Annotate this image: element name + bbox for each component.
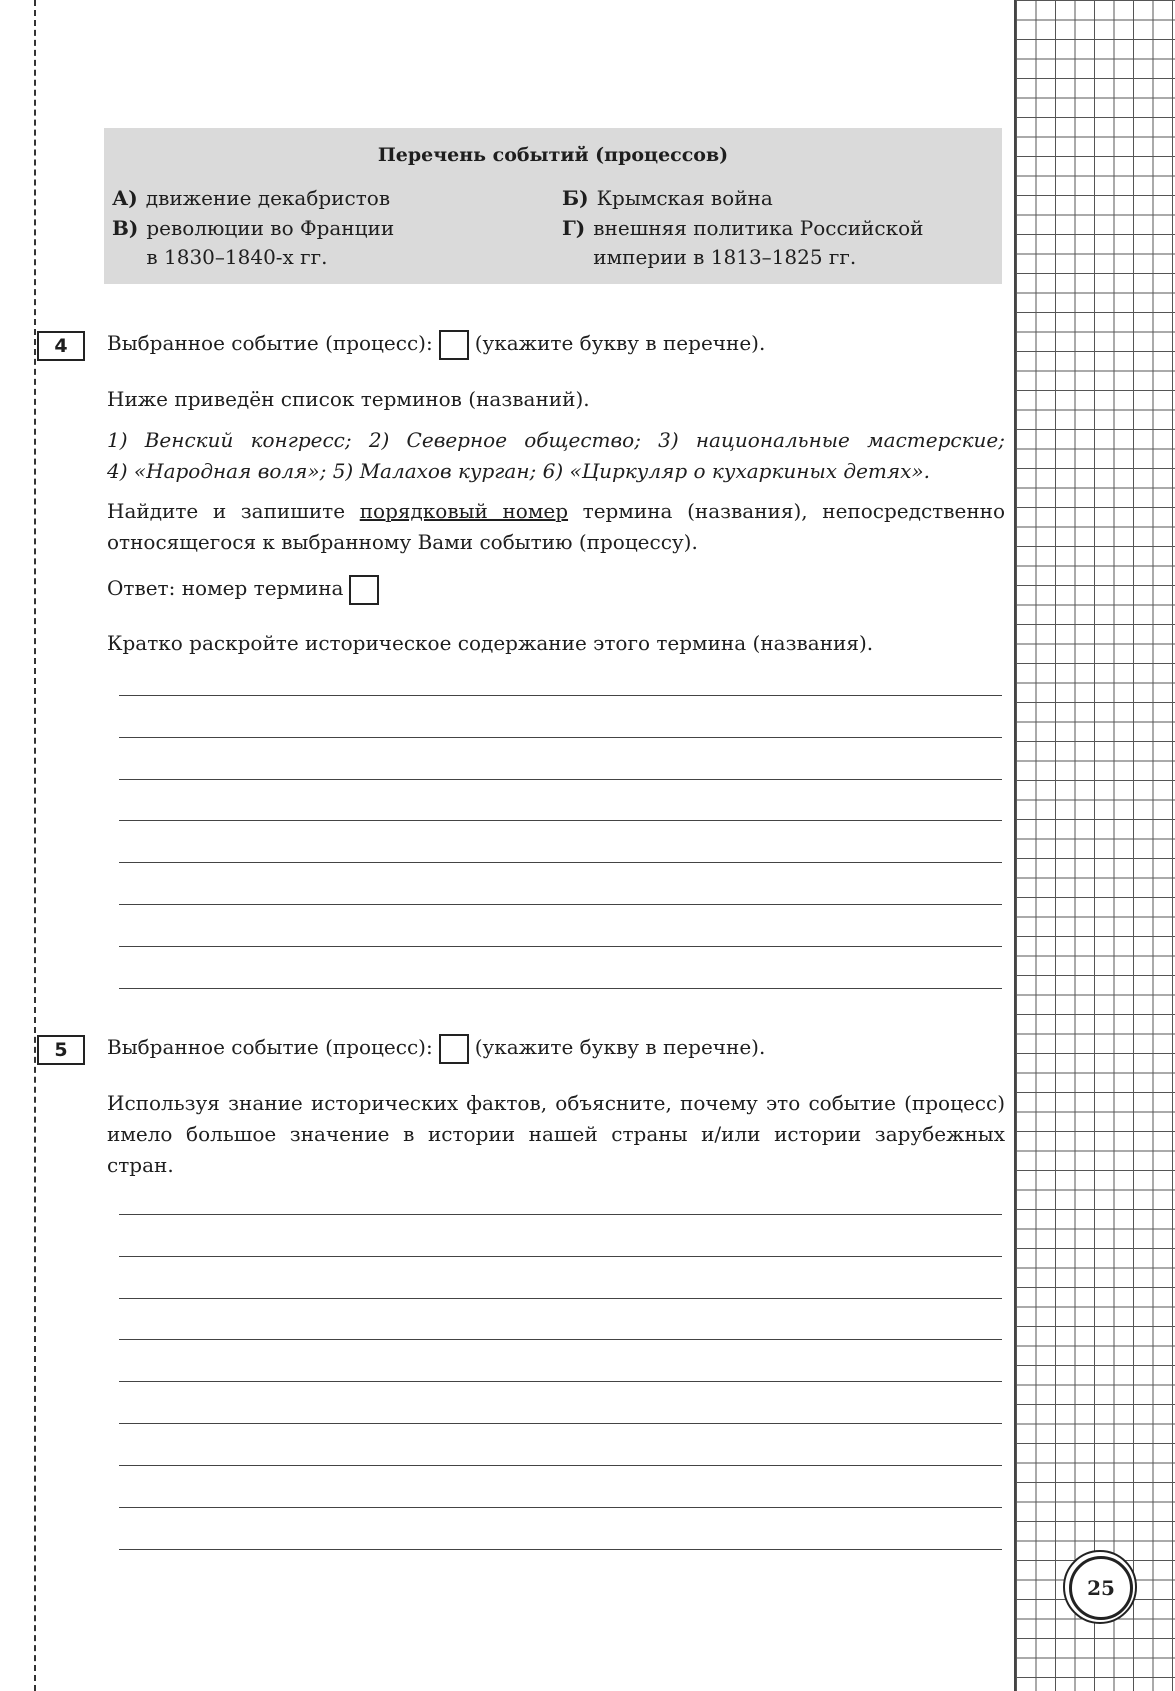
event-a-text: движение декабристов [145,186,391,210]
task-5-answer-line[interactable] [119,1256,1002,1257]
task-4-answer [107,573,385,605]
task-4-term-number-box[interactable] [349,575,379,605]
event-v-letter: В) [112,216,139,240]
task-4-terms-line-2: 4) «Народная воля»; 5) Малахов курган; 6) «Циркуляр о кухаркиных детях». [107,459,930,483]
event-v-text: революции во Франции [146,216,395,240]
event-v-text-2: в 1830–1840-х гг. [146,245,328,269]
event-g-text: внешняя политика Российской [593,216,924,240]
event-b [562,184,773,213]
task-5-answer-line[interactable] [119,1423,1002,1424]
cut-line [34,0,36,1691]
task-4-chosen-label: Выбранное событие (процесс): [107,331,433,355]
task-4-answer-line[interactable] [119,862,1002,863]
task-5-answer-line[interactable] [119,1381,1002,1382]
task-5-prompt: Используя знание исторических фактов, объясните, почему это событие (процесс) имело большое значение в истории нашей страны и/или истории зарубежных стран. [107,1091,1005,1177]
task-5-letter-box[interactable] [439,1034,469,1064]
task-4-instruction-underlined: порядковый номер [359,499,569,523]
task-4-answer-label: Ответ: номер термина [107,576,344,600]
task-4-number: 4 [37,331,85,361]
task-5-answer-line[interactable] [119,1298,1002,1299]
task-4-terms-line-1: 1) Венский конгресс; 2) Северное общество; 3) национальные мастерские; [107,428,1005,452]
task-4-answer-line[interactable] [119,695,1002,696]
task-4-answer-line[interactable] [119,779,1002,780]
task-4-intro: Ниже приведён список терминов (названий). [107,387,590,411]
task-5-chosen-hint: (укажите букву в перечне). [474,1035,766,1059]
event-b-letter: Б) [562,186,589,210]
task-5-chosen-event [107,1032,765,1064]
task-4-answer-line[interactable] [119,904,1002,905]
event-g-text-2: империи в 1813–1825 гг. [593,245,857,269]
page-number-badge [1063,1550,1137,1624]
task-4-chosen-hint: (укажите букву в перечне). [474,331,766,355]
task-4-answer-line[interactable] [119,988,1002,989]
event-v [112,214,394,272]
event-a [112,184,390,213]
task-5-answer-line[interactable] [119,1214,1002,1215]
events-list-box [104,128,1002,284]
task-5-number: 5 [37,1035,85,1065]
event-g-letter: Г) [562,216,586,240]
page-number: 25 [1069,1556,1133,1620]
event-b-text: Крымская война [596,186,773,210]
events-title: Перечень событий (процессов) [377,144,729,166]
draft-grid [1014,0,1175,1691]
task-5-chosen-label: Выбранное событие (процесс): [107,1035,433,1059]
task-4-instruction-start: Найдите и запишите [107,499,346,523]
task-4-instruction-end: термина (названия), непосредственно относящегося к выбранному Вами событию (процессу). [107,499,1006,554]
task-4-chosen-event [107,328,765,360]
task-4-instruction [107,496,1005,558]
task-4-letter-box[interactable] [439,330,469,360]
task-5-answer-line[interactable] [119,1507,1002,1508]
task-4-answer-line[interactable] [119,737,1002,738]
task-4-answer-line[interactable] [119,820,1002,821]
task-5-answer-line[interactable] [119,1339,1002,1340]
task-5-answer-line[interactable] [119,1465,1002,1466]
task-4-answer-line[interactable] [119,946,1002,947]
task-5-answer-line[interactable] [119,1549,1002,1550]
event-g [562,214,923,272]
event-a-letter: А) [112,186,138,210]
task-4-explain-prompt: Кратко раскройте историческое содержание этого термина (названия). [107,631,874,655]
